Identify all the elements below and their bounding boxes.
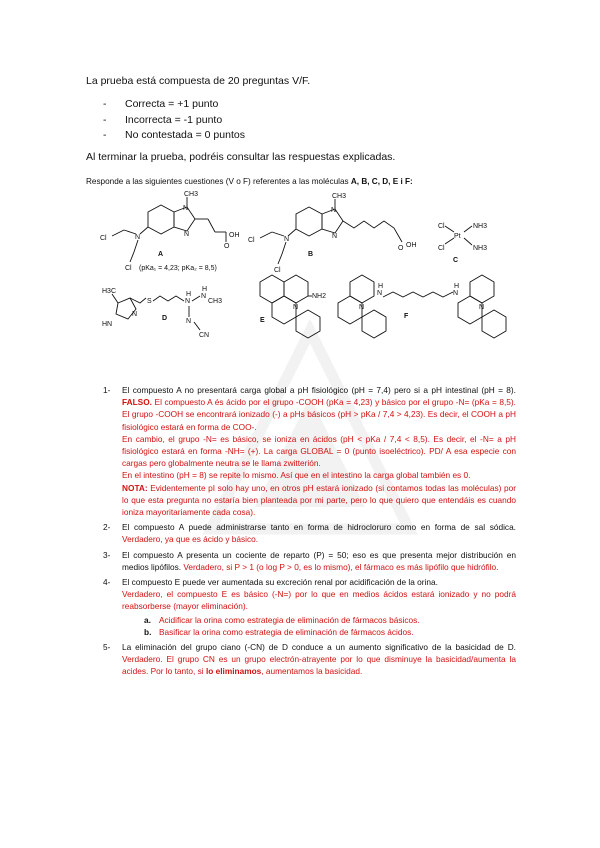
- mol-d-nh: N: [185, 298, 191, 305]
- mol-f-label: F: [404, 313, 409, 320]
- mol-f-n1: N: [359, 304, 365, 311]
- question-explanation-2: En cambio, el grupo -N= es básico, se ioniza en ácidos (pH < pKa / 7,4 < 8,5). Es decir, el -N= a pH fisiológico estará en forma -NH= (+). La carga GLOBAL = 0 (punto isoeléctrico). PD/ A esa especie con cargas pero globalmente neutra se le llama zwitterión.: [122, 433, 516, 469]
- question-number: 1-: [103, 385, 111, 395]
- mol-a-n: N: [183, 205, 189, 212]
- question-text: El compuesto A presenta un cociente de reparto (P) = 50; eso es que presenta mejor distribución en medios lipófilos.: [122, 549, 516, 572]
- scoring-item: - Correcta = +1 punto: [103, 97, 526, 113]
- mol-a-n2: N: [184, 231, 190, 238]
- mol-b-n2: N: [332, 233, 338, 240]
- instructions: [86, 174, 526, 189]
- questions-list: [103, 384, 516, 681]
- mol-b-amine-n: N: [284, 236, 290, 243]
- mol-b-label: B: [308, 251, 314, 258]
- sub-item-letter: a.: [144, 614, 151, 625]
- mol-c-cl1: Cl: [438, 223, 445, 230]
- mol-f-h1: H: [378, 283, 384, 290]
- scoring-item: - Incorrecta = -1 punto: [103, 113, 526, 129]
- mol-d-nh2: N: [201, 293, 207, 300]
- question-text: La eliminación del grupo ciano (-CN) de D conduce a un aumento significativo de la basicidad de D.: [122, 642, 516, 653]
- instructions-text: Responde a las siguientes cuestiones (V o F) referentes a las moléculas: [86, 176, 351, 186]
- question-1: [103, 384, 516, 518]
- question-answer: Verdadero, si P > 1 (o log P > 0, es lo mismo), el fármaco es más lipófilo que hidrófilo.: [183, 561, 499, 572]
- mol-d-s: S: [147, 298, 152, 305]
- question-answer-end: , aumentamos la basicidad.: [261, 666, 363, 677]
- question-2: [103, 521, 516, 545]
- question-explanation-3: En el intestino (pH = 8) se repite lo mismo. Así que en el intestino la carga global también es 0.: [122, 470, 471, 481]
- mol-a-methyl: CH3: [184, 191, 199, 198]
- instructions-molecules: A, B, C, D, E i F:: [350, 176, 413, 186]
- question-note: [122, 482, 516, 519]
- mol-d-label: D: [162, 315, 168, 322]
- sub-list: [144, 614, 516, 638]
- mol-d-hn: HN: [102, 321, 113, 328]
- question-number: 5-: [103, 642, 111, 653]
- mol-c-label: C: [453, 257, 459, 264]
- mol-b-methyl: CH3: [332, 193, 347, 200]
- mol-a-pka: (pKa₁ = 4,23; pKa₂ = 8,5): [139, 265, 217, 272]
- question-5: [103, 641, 516, 678]
- question-answer: Verdadero, el compuesto E es básico (-N=) por lo que en medios ácidos estará ionizado y no podrá reabsorberse (mayor eliminación).: [122, 589, 516, 612]
- mol-f-h2: H: [454, 283, 460, 290]
- mol-f-nh2-n: N: [453, 290, 459, 297]
- mol-d-h2: H: [202, 286, 208, 293]
- question-4: [103, 576, 516, 638]
- mol-e-nh2: NH2: [312, 293, 327, 300]
- note-text: Evidentemente pI solo hay uno, en otros pH estará ionizado (si contamos todas las moléculas) por lo que esta pregunta no estaría bien planteada por mi parte, pero lo que quiero que entendáis es cuando ioniza mayoritariamente cada cosa).: [122, 482, 516, 518]
- question-verdict: FALSO.: [122, 397, 152, 408]
- question-text: El compuesto E puede ver aumentada su excreción renal por acidificación de la orina.: [122, 577, 438, 588]
- question-number: 2-: [103, 522, 111, 533]
- sub-item-text: Acidificar la orina como estrategia de eliminación de fármacos básicos.: [159, 614, 420, 625]
- mol-d-methyl: CH3: [208, 298, 223, 305]
- mol-c-cl2: Cl: [438, 245, 445, 252]
- mol-a-label: A: [158, 251, 164, 258]
- sub-item-letter: b.: [144, 626, 152, 637]
- scoring-list: [103, 97, 526, 144]
- mol-b-n: N: [331, 207, 337, 214]
- mol-a-cl1: Cl: [100, 235, 107, 242]
- test-description: La prueba está compuesta de 20 preguntas V/F.: [86, 75, 311, 87]
- sub-item: [144, 626, 516, 638]
- mol-e-n: N: [293, 304, 299, 311]
- question-number: 4-: [103, 577, 111, 588]
- mol-d-h: H: [186, 291, 192, 298]
- mol-c-nh1: NH3: [473, 223, 488, 230]
- mol-f-nh1-n: N: [377, 290, 383, 297]
- mol-f-n2: N: [479, 304, 485, 311]
- mol-a-o: O: [224, 243, 230, 250]
- intro-section: [86, 74, 526, 189]
- question-text: El compuesto A puede administrarse tanto en forma de hidrocloruro como en forma de sal sódica.: [122, 522, 516, 533]
- sub-item-text: Basificar la orina como estrategia de eliminación de fármacos ácidos.: [159, 626, 414, 637]
- mol-d-imine-n: N: [186, 318, 192, 325]
- question-answer: Verdadero. El grupo CN es un grupo electrón-atrayente por lo que disminuye la basicidad/aumenta la acides. Por lo tanto, si: [122, 654, 516, 677]
- mol-d-n: N: [132, 311, 138, 318]
- mol-b-cl1: Cl: [248, 237, 255, 244]
- mol-b-cl2: Cl: [274, 267, 281, 274]
- mol-d-cn: CN: [199, 332, 210, 339]
- answers-note: Al terminar la prueba, podréis consultar las respuestas explicadas.: [86, 150, 396, 163]
- mol-c-nh2: NH3: [473, 245, 488, 252]
- mol-a-cl2: Cl: [125, 265, 132, 272]
- question-answer: Verdadero, ya que es ácido y básico.: [122, 534, 259, 545]
- question-answer-bold: lo eliminamos: [205, 666, 262, 677]
- molecule-e: [260, 275, 320, 338]
- chemical-structures: [88, 190, 518, 360]
- mol-e-label: E: [260, 317, 265, 324]
- scoring-item: - No contestada = 0 puntos: [103, 128, 526, 144]
- question-number: 3-: [103, 549, 111, 560]
- mol-b-o: O: [398, 245, 404, 252]
- mol-d-ch3: H3C: [102, 288, 117, 295]
- note-label: NOTA:: [122, 482, 148, 493]
- molecule-a: [112, 197, 226, 262]
- question-explanation: El compuesto A és ácido por el grupo -COOH (pKa = 4,23) y básico por el grupo -N= (pKa = 8,5). El grupo -COOH se encontrará ionizado (-) a pHs básicos (pH > pKa / 7,4 > 4,23). Es decir, el COOH a pH fisiológico estará en forma de COO-.: [122, 397, 516, 432]
- question-text: El compuesto A no presentará carga global a pH fisiológico (pH = 7,4) pero si a pH intestinal (pH = 8).: [122, 385, 516, 395]
- mol-c-pt: Pt: [454, 233, 461, 240]
- mol-a-oh: OH: [229, 232, 240, 239]
- question-3: [103, 549, 516, 573]
- mol-a-amine-n: N: [135, 234, 141, 241]
- mol-b-oh: OH: [406, 242, 417, 249]
- sub-item: [144, 614, 516, 626]
